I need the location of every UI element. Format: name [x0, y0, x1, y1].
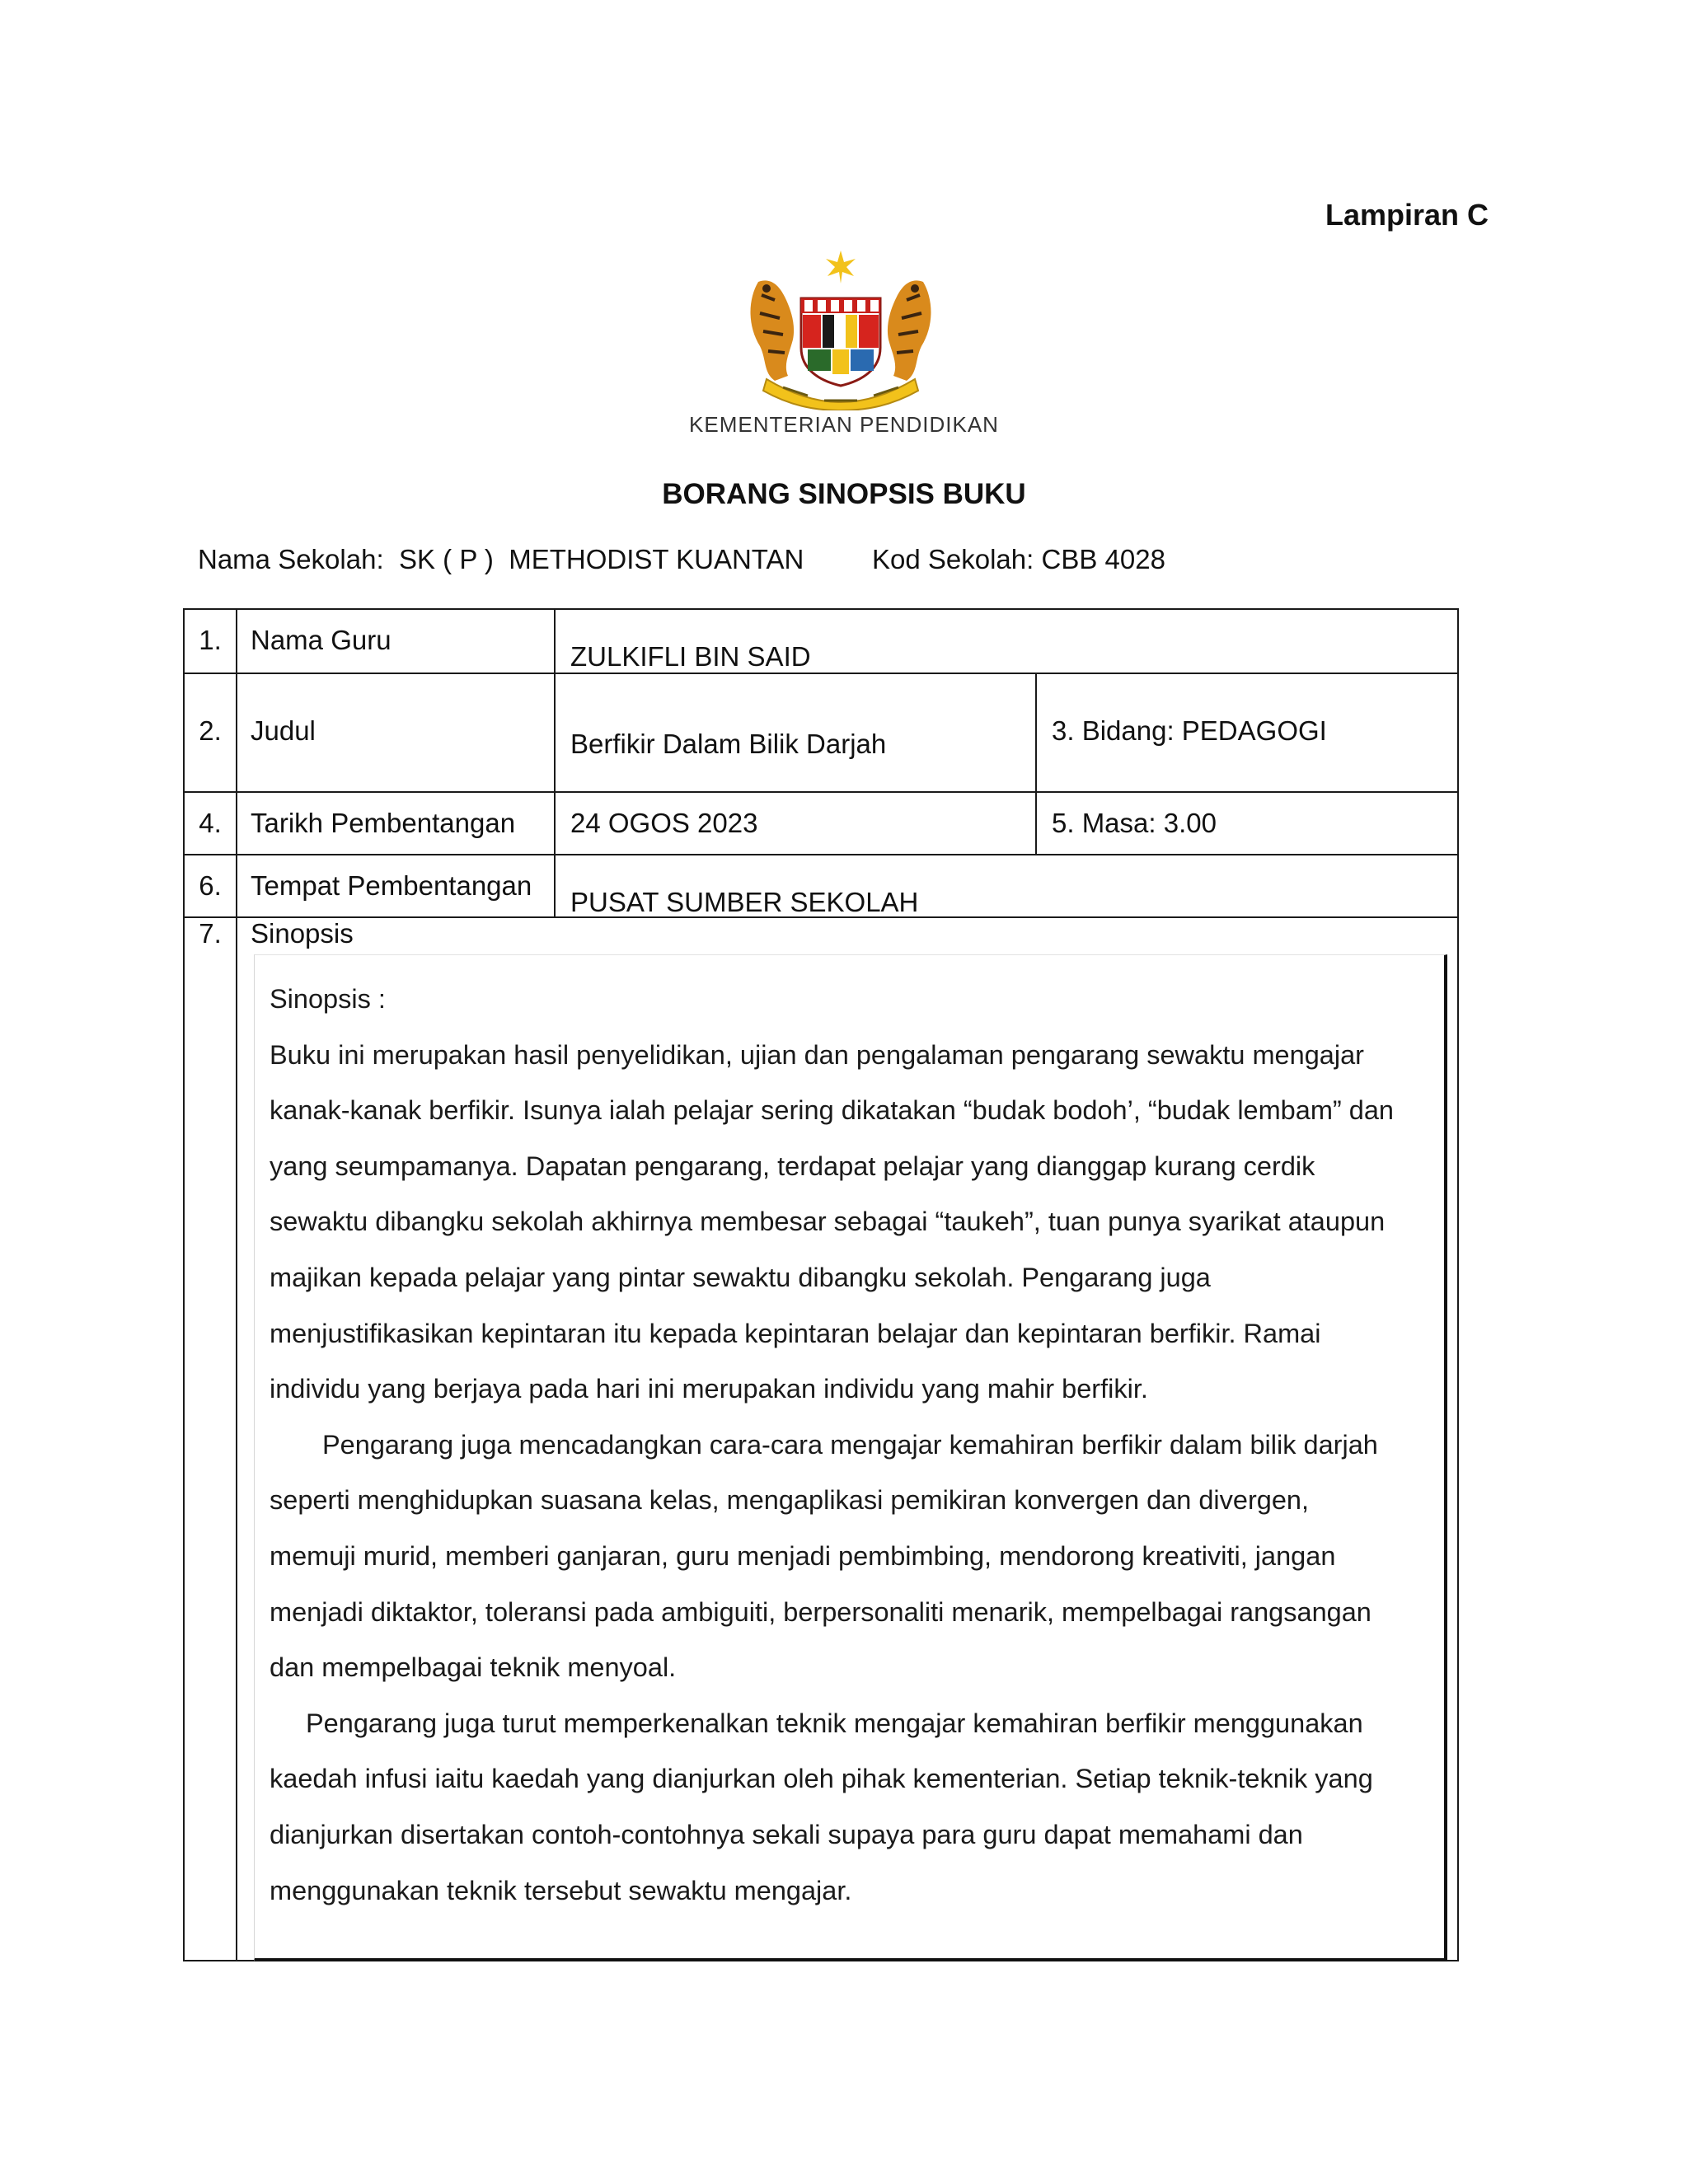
- column-divider: [236, 610, 237, 1961]
- synopsis-line: dan mempelbagai teknik menyoal.: [270, 1652, 677, 1683]
- synopsis-line: sewaktu dibangku sekolah akhirnya membesar sebagai “taukeh”, tuan punya syarikat ataupun: [270, 1207, 1386, 1237]
- malaysia-coat-of-arms-icon: [742, 249, 940, 410]
- synopsis-paragraph-1: [270, 1028, 1423, 1418]
- synopsis-body: [270, 972, 1423, 1919]
- date-label: Tarikh Pembentangan: [251, 808, 516, 838]
- synopsis-line: Buku ini merupakan hasil penyelidikan, ujian dan pengalaman pengarang sewaktu mengajar: [270, 1039, 1364, 1070]
- venue-label: Tempat Pembentangan: [251, 870, 532, 901]
- ministry-caption: KEMENTERIAN PENDIDIKAN: [689, 412, 999, 437]
- column-divider: [1035, 673, 1037, 854]
- row-number: 7.: [199, 918, 222, 949]
- shield: [801, 298, 880, 386]
- synopsis-heading-text: Sinopsis :: [270, 984, 386, 1014]
- field-value: 3. Bidang: PEDAGOGI: [1052, 715, 1327, 746]
- title-value: Berfikir Dalam Bilik Darjah: [570, 729, 887, 759]
- row-number: 4.: [199, 808, 222, 838]
- school-line: [198, 544, 1165, 575]
- school-code-label: Kod Sekolah:: [872, 544, 1034, 574]
- synopsis-line: menggunakan teknik tersebut sewaktu mengajar.: [270, 1875, 852, 1905]
- synopsis-line: Pengarang juga mencadangkan cara-cara mengajar kemahiran berfikir dalam bilik darjah: [322, 1429, 1378, 1460]
- synopsis-line: kaedah infusi iaitu kaedah yang dianjurkan oleh pihak kementerian. Setiap teknik-teknik yang: [270, 1764, 1373, 1794]
- row-divider: [185, 854, 1457, 855]
- synopsis-line: memuji murid, memberi ganjaran, guru menjadi pembimbing, mendorong kreativiti, jangan: [270, 1540, 1336, 1571]
- synopsis-line: yang seumpamanya. Dapatan pengarang, terdapat pelajar yang dianggap kurang cerdik: [270, 1151, 1315, 1181]
- school-code: [872, 544, 1165, 575]
- synopsis-line: individu yang berjaya pada hari ini merupakan individu yang mahir berfikir.: [270, 1374, 1148, 1404]
- annex-label: Lampiran C: [1325, 198, 1489, 232]
- row-number: 6.: [199, 870, 222, 901]
- row-divider: [185, 673, 1457, 674]
- synopsis-text-box: [254, 954, 1447, 1961]
- school-code-value: CBB 4028: [1041, 544, 1165, 574]
- row-divider: [185, 791, 1457, 793]
- venue-value: PUSAT SUMBER SEKOLAH: [570, 887, 919, 917]
- synopsis-line: Pengarang juga turut memperkenalkan teknik mengajar kemahiran berfikir menggunakan: [306, 1708, 1363, 1738]
- teacher-value: ZULKIFLI BIN SAID: [570, 641, 811, 672]
- synopsis-line: menjadi diktaktor, toleransi pada ambiguiti, berpersonaliti menarik, mempelbagai rangsangan: [270, 1596, 1372, 1627]
- star-crescent: [823, 251, 859, 295]
- school-name-value: SK ( P ) METHODIST KUANTAN: [398, 544, 804, 574]
- synopsis-label: Sinopsis: [251, 918, 354, 949]
- synopsis-line: seperti menghidupkan suasana kelas, mengaplikasi pemikiran konvergen dan divergen,: [270, 1485, 1310, 1516]
- left-tiger: [751, 280, 795, 381]
- synopsis-line: majikan kepada pelajar yang pintar sewaktu dibangku sekolah. Pengarang juga: [270, 1262, 1211, 1292]
- time-value: 5. Masa: 3.00: [1052, 808, 1217, 838]
- synopsis-form-table: [183, 608, 1459, 1961]
- column-divider: [554, 610, 556, 916]
- right-tiger: [888, 280, 931, 381]
- synopsis-line: menjustifikasikan kepintaran itu kepada kepintaran belajar dan kepintaran berfikir. Ramai: [270, 1318, 1321, 1348]
- row-number: 2.: [199, 715, 222, 746]
- form-title: BORANG SINOPSIS BUKU: [662, 478, 1026, 510]
- synopsis-paragraph-3: [270, 1696, 1423, 1919]
- synopsis-heading: [270, 972, 1423, 1028]
- row-number: 1.: [199, 625, 222, 655]
- school-name-label: Nama Sekolah:: [198, 544, 384, 574]
- teacher-label: Nama Guru: [251, 625, 392, 655]
- synopsis-line: dianjurkan disertakan contoh-contohnya sekali supaya para guru dapat memahami dan: [270, 1819, 1303, 1849]
- date-value: 24 OGOS 2023: [570, 808, 758, 838]
- synopsis-paragraph-2: [270, 1418, 1423, 1696]
- synopsis-line: kanak-kanak berfikir. Isunya ialah pelajar sering dikatakan “budak bodoh’, “budak lembam” dan: [270, 1095, 1394, 1126]
- title-label: Judul: [251, 715, 316, 746]
